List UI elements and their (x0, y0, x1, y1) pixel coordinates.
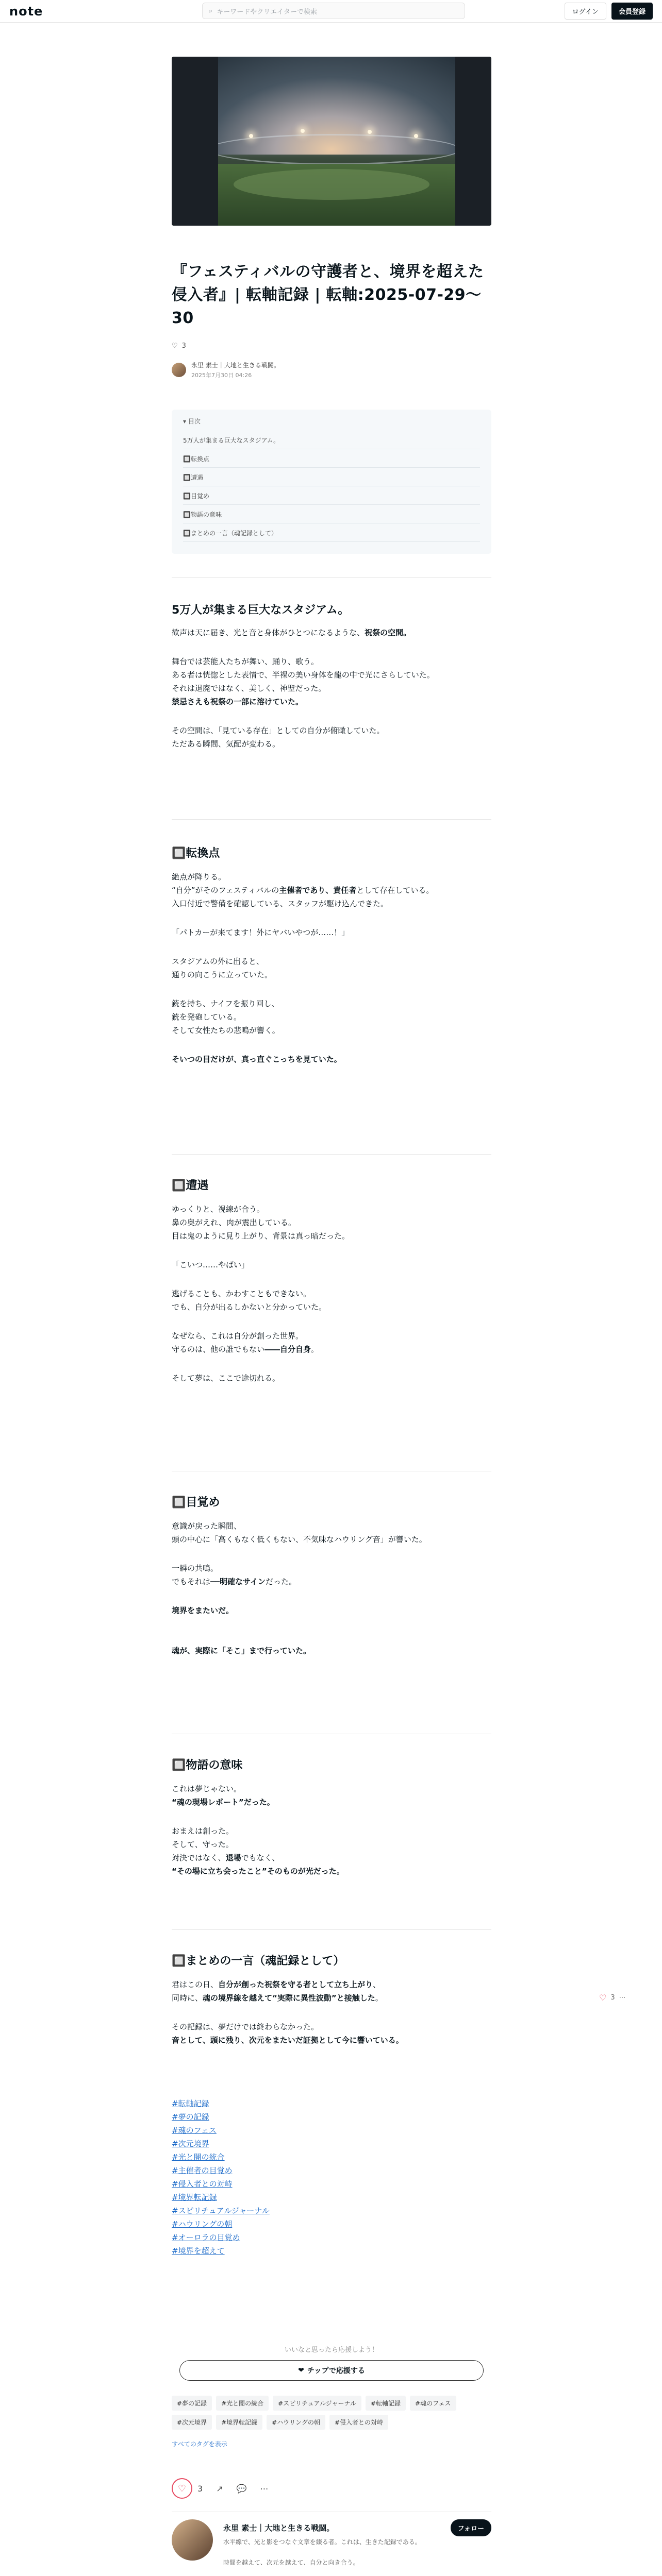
section-summary (172, 1953, 491, 2047)
paragraph: ゆっくりと、視線が合う。 鼻の奥がえれ、肉が震出している。 目は鬼のように見り上がり、背景は真っ暗だった。 「こいつ……やばい」 逃げることも、かわすこともできない。 でも、自分が出るしかないと分かっていた。 なぜなら、これは自分が創った世界。 守るのは、他の誰でもない――自分自身。 そして夢は、ここで途切れる。 (172, 1205, 350, 1383)
tag-chip[interactable]: #転軸記録 (366, 2396, 406, 2411)
support-section (172, 2344, 491, 2381)
hashtag-link[interactable]: #スピリチュアルジャーナル (172, 2206, 270, 2215)
follow-button[interactable]: フォロー (451, 2519, 491, 2536)
tag-chip[interactable]: #境界転記録 (216, 2415, 262, 2430)
hashtag-link[interactable]: #転軸記録 (172, 2099, 209, 2108)
signup-button[interactable]: 会員登録 (611, 3, 653, 20)
toc-item[interactable]: 🔲遭遇 (183, 468, 480, 486)
hashtag-list (172, 2097, 491, 2258)
note-logo[interactable]: note (9, 4, 43, 19)
heart-icon: ♡ (599, 1993, 607, 2003)
search-input[interactable] (202, 3, 465, 19)
comment-icon[interactable]: 💬 (236, 2483, 247, 2494)
paragraph: 意識が戻った瞬間、 頭の中心に「高くもなく低くもない、不気味なハウリング音」が響いた。 一瞬の共鳴。 でもそれは──明確なサインだった。 境界をまたいだ。 魂が、実際に「そこ」まで行っていた。 (172, 1521, 427, 1655)
section-heading: 🔲まとめの一言（魂記録として） (172, 1955, 345, 1968)
divider (172, 577, 491, 578)
author-name[interactable]: 永里 素士｜大地と生きる戦闘。 (223, 2523, 335, 2533)
section-heading: 🔲遭遇 (172, 1179, 209, 1192)
table-of-contents (172, 410, 491, 554)
toc-item[interactable]: 5万人が集まる巨大なスタジアム。 (183, 431, 480, 449)
author-name[interactable]: 永里 素士｜大地と生きる戦闘。 (191, 362, 280, 369)
toc-heading[interactable]: ▾ 目次 (183, 418, 201, 425)
tip-button-label: チップで応援する (307, 2367, 365, 2375)
hashtag-link[interactable]: #侵入者との対峙 (172, 2179, 233, 2189)
toc-item[interactable]: 🔲目覚め (183, 486, 480, 505)
support-lead: いいなと思ったら応援しよう！ (284, 2346, 378, 2354)
paragraph: 絶点が降りる。 “自分”がそのフェスティバルの主催者であり、責任者として存在している。 入口付近で警備を確認している、スタッフが駆け込んできた。 「パトカーが来てます！外にヤバいやつが……！」 スタジアムの外に出ると、 通りの向こうに立っていた。 銃を持ち、ナイフを振り回し、 銃を発砲している。 そして女性たちの悲鳴が響く。 そいつの目だけが、真っ直ぐこっちを見ていた。 (172, 872, 434, 1064)
tag-chip[interactable]: #スピリチュアルジャーナル (273, 2396, 361, 2411)
hero-light (368, 130, 372, 134)
header-actions (565, 3, 653, 20)
site-header (0, 0, 662, 23)
more-icon[interactable]: ⋯ (619, 1994, 626, 2002)
section-encounter (172, 1177, 491, 1385)
hashtag-link[interactable]: #光と闇の統合 (172, 2153, 225, 2162)
avatar[interactable] (172, 363, 186, 377)
article-author[interactable] (172, 361, 491, 379)
tag-chip[interactable]: #光と闇の統合 (216, 2396, 269, 2411)
hero-light (301, 129, 305, 133)
floating-like-widget[interactable] (599, 1993, 626, 2003)
hashtag-link[interactable]: #主催者の目覚め (172, 2166, 233, 2175)
hero-field-center (234, 169, 429, 200)
hashtag-link[interactable]: #ハウリングの朝 (172, 2219, 233, 2229)
heart-icon: ♡ (172, 342, 178, 350)
hashtag-link[interactable]: #境界転記録 (172, 2193, 217, 2202)
section-heading: 🔲物語の意味 (172, 1759, 243, 1772)
heart-icon: ❤ (298, 2366, 304, 2375)
divider (172, 1154, 491, 1155)
more-icon[interactable]: ⋯ (260, 2483, 269, 2494)
like-count: 3 (610, 1994, 615, 2002)
avatar[interactable] (172, 2519, 213, 2561)
article-actions (172, 2478, 491, 2499)
divider (172, 819, 491, 820)
search-placeholder: キーワードやクリエイターで検索 (217, 8, 318, 16)
author-profile-card (172, 2519, 491, 2576)
hero-light (414, 134, 418, 138)
section-awakening (172, 1494, 491, 1657)
publish-date: 2025年7月30日 04:26 (191, 372, 252, 379)
article-like-count[interactable] (172, 342, 491, 350)
like-count: 3 (197, 2483, 203, 2494)
author-bio: 水平線で、光と影をつなぐ文章を綴る者。これは、生きた記録である。 時間を越えて、次元を越えて、自分と向き合う。 (223, 2538, 421, 2566)
tag-chip[interactable]: #ハウリングの朝 (267, 2415, 325, 2430)
hashtag-link[interactable]: #夢の記録 (172, 2112, 209, 2122)
tag-chips (172, 2396, 491, 2430)
hashtag-link[interactable]: #魂のフェス (172, 2126, 217, 2135)
show-all-tags-link[interactable]: すべてのタグを表示 (172, 2441, 227, 2448)
section-heading: 5万人が集まる巨大なスタジアム。 (172, 604, 350, 617)
paragraph: 君はこの日、自分が創った祝祭を守る者として立ち上がり、 同時に、魂の境界線を越えて“実際に異性波動”と接触した。 その記録は、夢だけでは終わらなかった。 音として、頭に残り、次元をまたいだ証拠として今に響いている。 (172, 1980, 404, 2045)
section-heading: 🔲目覚め (172, 1496, 220, 1509)
tag-chip[interactable]: #夢の記録 (172, 2396, 212, 2411)
hashtag-link[interactable]: #オーロラの目覚め (172, 2233, 240, 2242)
paragraph: これは夢じゃない。 “魂の現場レポート”だった。 おまえは創った。 そして、守った。 対決ではなく、退場でもなく、 “その場に立ち会ったこと”そのものが光だった。 (172, 1784, 344, 1876)
like-button[interactable]: ♡ (172, 2478, 192, 2499)
tip-button[interactable] (179, 2360, 484, 2381)
like-count: 3 (181, 342, 186, 350)
section-heading: 🔲転換点 (172, 847, 220, 860)
search-icon: ⌕ (209, 7, 213, 15)
tag-chip[interactable]: #次元境界 (172, 2415, 212, 2430)
toc-item[interactable]: 🔲物語の意味 (183, 505, 480, 523)
section-stadium (172, 602, 491, 751)
hero-image (172, 57, 491, 226)
tag-chip[interactable]: #侵入者との対峙 (329, 2415, 388, 2430)
hero-stand-left (172, 57, 218, 226)
article-title-block (172, 260, 491, 330)
hashtag-link[interactable]: #次元境界 (172, 2139, 209, 2148)
section-story-meaning (172, 1757, 491, 1878)
divider (172, 1929, 491, 1930)
hashtag-link[interactable]: #境界を超えて (172, 2246, 225, 2256)
section-turning-point (172, 845, 491, 1066)
login-button[interactable]: ログイン (565, 3, 606, 20)
toc-item[interactable]: 🔲転換点 (183, 449, 480, 468)
toc-item[interactable]: 🔲まとめの一言（魂記録として） (183, 523, 480, 542)
paragraph: 歓声は天に届き、光と音と身体がひとつになるような、祝祭の空間。 舞台では芸能人たちが舞い、踊り、歌う。 ある者は恍惚とした表情で、半裸の美い身体を龍の中で光にさらしていた。 それは退廃ではなく、美しく、神聖だった。 禁忌さえも祝祭の一部に溶けていた。 その空間は、「見ている存在」としての自分が俯瞰していた。 ただある瞬間、気配が変わる。 (172, 628, 435, 749)
hero-light (249, 134, 253, 138)
share-icon[interactable]: ↗ (216, 2483, 223, 2494)
hero-stand-right (455, 57, 491, 226)
hero-stadium-ring (208, 134, 460, 165)
tag-chip[interactable]: #魂のフェス (410, 2396, 456, 2411)
article-title: 『フェスティバルの守護者と、境界を超えた侵入者』| 転軸記録 | 転軸:2025-07-29〜30 (172, 263, 484, 327)
